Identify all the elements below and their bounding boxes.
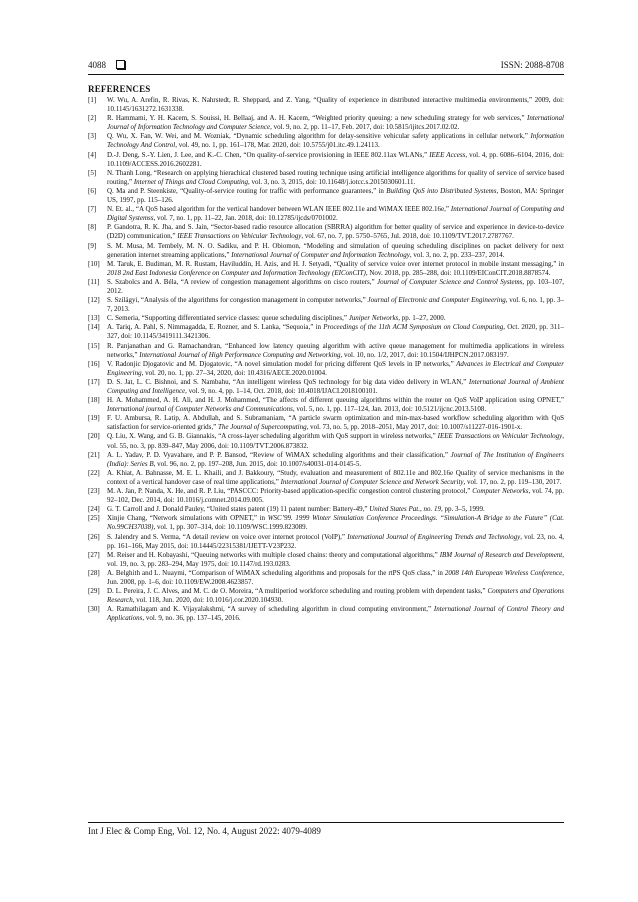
reference-source: IEEE Access bbox=[429, 150, 466, 159]
reference-segment: A. Tariq, A. Pahl, S. Nimmagadda, E. Rozner, and S. Lanka, “Sequoia,” in bbox=[107, 323, 324, 332]
reference-segment: , Boston, MA: Springer US, 1997, pp. 115–126. bbox=[107, 186, 565, 205]
reference-number: [17] bbox=[88, 377, 100, 386]
reference-source: Computer Networks bbox=[472, 487, 529, 496]
reference-segment: , vol. 67, no. 7, pp. 5750–5765, Jul. 2018, doi: 10.1109/TVT.2017.2787767. bbox=[301, 232, 514, 241]
reference-text bbox=[107, 451, 564, 468]
reference-source: International Journal of High Performance Computing and Networking bbox=[139, 350, 341, 359]
reference-number: [29] bbox=[88, 587, 100, 596]
reference-segment: Q. Wu, X. Fan, W. Wei, and M. Wozniak, “Dynamic scheduling algorithm for delay-sensitive vehicular safety applications in cellular network,” bbox=[107, 132, 531, 141]
reference-source: International Journal of Computer Science and Network Security bbox=[280, 477, 464, 486]
reference-item bbox=[88, 260, 564, 278]
reference-source: Journal of Electronic and Computer Engineering bbox=[367, 296, 506, 305]
reference-segment: , vol. 3, no. 3, 2015, doi: 10.11648/j.iotcc.s.2015030601.11. bbox=[247, 177, 416, 186]
reference-source: WSC’99. 1999 Winter Simulation Conference Proceedings. “Simulation-A Bridge to the Future” (Cat. No.99CH37038) bbox=[107, 514, 565, 532]
reference-segment: , vol. 7, no. 1, pp. 11–22, Jan. 2018, doi: 10.12785/ijcds/0701002. bbox=[153, 214, 338, 223]
reference-item bbox=[88, 314, 564, 323]
reference-number: [10] bbox=[88, 259, 100, 268]
reference-number: [13] bbox=[88, 314, 100, 323]
reference-segment: , pp. 1–27, 2000. bbox=[398, 314, 446, 323]
header-rule bbox=[88, 74, 564, 75]
reference-text bbox=[107, 569, 564, 586]
reference-number: [7] bbox=[88, 205, 97, 214]
reference-text bbox=[107, 169, 564, 186]
reference-segment: , pp. 103–107, 2012. bbox=[107, 277, 565, 295]
reference-item bbox=[88, 451, 564, 469]
reference-segment: N. Thanh Long, “Research on applying hierachical clustered based routing technique using artificial intelligence algorithms for quality of service of service based routing,” bbox=[107, 168, 564, 186]
reference-segment: A. Belghith and L. Nuaymi, “Comparison of WiMAX scheduling algorithms and proposals for the rtPS QoS class,” in bbox=[107, 568, 445, 577]
reference-item bbox=[88, 469, 564, 487]
reference-number: [25] bbox=[88, 514, 100, 523]
reference-source: Building QoS into Distributed Systems bbox=[386, 186, 497, 195]
reference-source: International Journal of Engineering Trends and Technology bbox=[347, 532, 521, 541]
checkbox-square-icon bbox=[116, 60, 125, 69]
reference-number: [30] bbox=[88, 605, 100, 614]
reference-segment: N. Et. al., “A QoS based algorithm for the vertical handover between WLAN IEEE 802.11e and WiMAX IEEE 802.16e,” bbox=[107, 205, 451, 214]
reference-source: International Journal of Information Technology and Computer Science bbox=[107, 114, 564, 132]
reference-item bbox=[88, 223, 564, 241]
reference-number: [5] bbox=[88, 168, 97, 177]
footer-citation: Int J Elec & Comp Eng, Vol. 12, No. 4, August 2022: 4079-4089 bbox=[88, 826, 321, 836]
reference-segment: , vol. 73, no. 5, pp. 2018–2051, May 2017, doi: 10.1007/s11227-016-1901-x. bbox=[306, 423, 523, 432]
reference-number: [23] bbox=[88, 487, 100, 496]
reference-item bbox=[88, 132, 564, 150]
reference-source: International journal of Computer Networks and Communications bbox=[107, 405, 293, 414]
reference-text bbox=[107, 205, 564, 222]
reference-item bbox=[88, 169, 564, 187]
reference-text bbox=[107, 323, 564, 340]
reference-item bbox=[88, 114, 564, 132]
reference-source: Advances in Electrical and Computer Engineering bbox=[107, 359, 564, 377]
reference-item bbox=[88, 487, 564, 505]
reference-segment: M. Reiser and H. Kobayashi, “Queuing networks with multiple closed chains: theory and computational algorithms,” bbox=[107, 550, 440, 559]
reference-segment: R. Panjanathan and G. Ramachandran, “Enhanced low latency queuing algorithm with active queue management for multimedia applications in wireless networks,” bbox=[107, 341, 564, 359]
reference-source: IEEE Transactions on Vehicular Technology bbox=[177, 232, 302, 241]
reference-segment: , vol. 20, no. 1, pp. 27–34, 2020, doi: 10.4316/AECE.2020.01004. bbox=[141, 368, 327, 377]
reference-number: [28] bbox=[88, 568, 100, 577]
reference-segment: , Oct. 2020, pp. 311–327, doi: 10.1145/3419111.3421306. bbox=[107, 323, 564, 341]
reference-number: [3] bbox=[88, 132, 97, 141]
reference-item bbox=[88, 151, 564, 169]
reference-text bbox=[107, 432, 564, 449]
reference-item bbox=[88, 605, 564, 623]
reference-segment: Q. Ma and P. Steenkiste, “Quality-of-service routing for traffic with performance guarantees,” in bbox=[107, 186, 387, 195]
reference-source: Journal of Computer Science and Control Systems bbox=[377, 277, 523, 286]
reference-segment: Q. Liu, X. Wang, and G. B. Giannakis, “A cross-layer scheduling algorithm with QoS support in wireless networks,” bbox=[107, 432, 438, 441]
reference-list bbox=[88, 96, 564, 623]
reference-text bbox=[107, 587, 564, 604]
reference-segment: , vol. 19, no. 3, pp. 283–294, May 1975, doi: 10.1147/rd.193.0283. bbox=[107, 550, 565, 568]
reference-item bbox=[88, 342, 564, 360]
reference-segment: , Nov. 2018, pp. 285–288, doi: 10.1109/EIConCIT.2018.8878574. bbox=[365, 268, 551, 277]
reference-text bbox=[107, 296, 564, 313]
reference-item bbox=[88, 505, 564, 514]
reference-segment: S. M. Musa, M. Tembely, M. N. O. Sadiku, and P. H. Obiomon, “Modeling and simulation of queuing scheduling disciplines on packet delivery for next generation internet streaming applications,” bbox=[107, 241, 564, 259]
reference-text bbox=[107, 151, 564, 168]
reference-segment: H. A. Mohammed, A. H. Ali, and H. J. Mohammed, “The affects of different queuing algorithms within the router on QoS VoIP application using OPNET,” bbox=[107, 396, 564, 405]
reference-source: International Journal of Computer and Information Technology bbox=[231, 250, 410, 259]
reference-text bbox=[107, 487, 564, 504]
reference-segment: P. Gandotra, R. K. Jha, and S. Jain, “Sector-based radio resource allocation (SBRRA) algorithm for better quality of service and experience in device-to-device (D2D) communication,” bbox=[107, 223, 564, 241]
reference-number: [15] bbox=[88, 341, 100, 350]
reference-segment: S. Szabolcs and A. Béla, “A review of congestion management algorithms on cisco routers,” bbox=[107, 277, 378, 286]
reference-text bbox=[107, 114, 564, 131]
reference-text bbox=[107, 342, 564, 359]
reference-number: [19] bbox=[88, 414, 100, 423]
reference-segment: , vol. 5, no. 1, pp. 117–124, Jan. 2013, doi: 10.5121/ijcnc.2013.5108. bbox=[292, 405, 487, 414]
reference-segment: A. Ramathilagam and K. Vijayalakshmi, “A survey of scheduling algorithm in cloud computing environment,” bbox=[107, 605, 434, 614]
reference-source: IBM Journal of Research and Development bbox=[439, 550, 563, 559]
reference-item bbox=[88, 205, 564, 223]
reference-source: International Journal of Control Theory and Applications bbox=[107, 605, 564, 623]
reference-source: 2008 14th European Wireless Conference bbox=[444, 568, 563, 577]
reference-segment: , vol. 9, no. 4, pp. 1–14, Oct. 2018, doi: 10.4018/IJACI.2018100101. bbox=[185, 387, 378, 395]
reference-text bbox=[107, 469, 564, 486]
reference-segment: D. S. Jat, L. C. Bishnoi, and S. Nambahu, “An intelligent wireless QoS technology for big data video delivery in WLAN,” bbox=[107, 377, 469, 386]
reference-number: [9] bbox=[88, 241, 97, 250]
reference-segment: , vol. 9, no. 2, pp. 11–17, Feb. 2017, doi: 10.5815/ijitcs.2017.02.02. bbox=[270, 123, 460, 132]
reference-text bbox=[107, 551, 564, 568]
reference-item bbox=[88, 414, 564, 432]
reference-text bbox=[107, 132, 564, 149]
reference-item bbox=[88, 551, 564, 569]
reference-segment: R. Hammami, Y. H. Kacem, S. Souissi, H. Bellaaj, and A. H. Kacem, “Weighted priority queuing: a new scheduling strategy for web services,” bbox=[107, 114, 528, 123]
reference-segment: , pp. 3–5, 1999. bbox=[441, 505, 485, 514]
reference-item bbox=[88, 96, 564, 114]
reference-text bbox=[107, 396, 564, 413]
reference-text bbox=[107, 314, 446, 322]
reference-source: International Journal of Computing and Digital Systemss bbox=[107, 205, 565, 223]
reference-number: [2] bbox=[88, 114, 97, 123]
reference-source: Journal of The Institution of Engineers (India): Series B bbox=[107, 450, 564, 468]
reference-text bbox=[107, 242, 564, 259]
footer-rule bbox=[88, 822, 564, 823]
reference-segment: Xinjie Chang, “Network simulations with OPNET,” in bbox=[107, 514, 268, 523]
reference-segment: , vol. 1, pp. 307–314, doi: 10.1109/WSC.1999.823089. bbox=[153, 523, 308, 532]
reference-item bbox=[88, 569, 564, 587]
reference-number: [12] bbox=[88, 296, 100, 305]
reference-number: [20] bbox=[88, 432, 100, 441]
reference-item bbox=[88, 378, 564, 396]
issn-label: ISSN: 2088-8708 bbox=[500, 60, 564, 70]
reference-segment: A. Khiat, A. Bahnasse, M. E. L. Khaili, and J. Bakkoury, “Study, evaluation and measurement of 802.11e and 802.16e Quality of service mechanisms in the context of a vertical handover case of real time applications,” bbox=[107, 468, 564, 486]
reference-text bbox=[107, 260, 564, 277]
reference-segment: , Jun. 2008, pp. 1–6, doi: 10.1109/EW.2008.4623857. bbox=[107, 568, 565, 586]
reference-text bbox=[107, 533, 564, 550]
reference-item bbox=[88, 432, 564, 450]
reference-item bbox=[88, 396, 564, 414]
reference-item bbox=[88, 360, 564, 378]
reference-number: [26] bbox=[88, 532, 100, 541]
reference-number: [16] bbox=[88, 359, 100, 368]
reference-segment: V. Radonjic Djogatovic and M. Djogatovic, “A novel simulation model for pricing different QoS levels in IP networks,” bbox=[107, 359, 457, 368]
reference-segment: M. Taruk, E. Budiman, M. R. Rustam, Haviluddin, H. Azis, and H. J. Setyadi, “Quality of service voice over internet protocol in mobile instant messaging,” in bbox=[107, 259, 564, 268]
reference-item bbox=[88, 278, 564, 296]
reference-source: United States Pat., no. 19 bbox=[369, 505, 441, 514]
reference-segment: , vol. 49, no. 1, pp. 161–178, Mar. 2020, doi: 10.5755/j01.itc.49.1.24113. bbox=[175, 141, 380, 150]
reference-source: Computers and Operations Research bbox=[107, 587, 564, 605]
reference-source: 2018 2nd East Indonesia Conference on Computer and Information Technology (EIConCIT) bbox=[107, 268, 366, 277]
reference-number: [24] bbox=[88, 505, 100, 514]
reference-segment: , vol. 118, Jun. 2020, doi: 10.1016/j.cor.2020.104930. bbox=[132, 596, 284, 605]
reference-text bbox=[107, 605, 564, 622]
reference-segment: , vol. 74, pp. 92–102, Dec. 2014, doi: 10.1016/j.comnet.2014.09.005. bbox=[107, 487, 564, 505]
reference-source: The Journal of Supercomputing bbox=[218, 423, 307, 432]
reference-segment: , vol. 23, no. 4, pp. 161–166, May 2015, doi: 10.14445/22315381/IJETT-V23P232. bbox=[107, 532, 564, 550]
reference-text bbox=[107, 223, 564, 240]
reference-text bbox=[107, 414, 564, 431]
reference-segment: , vol. 96, no. 2, pp. 197–208, Jun. 2015, doi: 10.1007/s40031-014-0145-5. bbox=[153, 459, 362, 468]
reference-segment: S. Jalendry and S. Verma, “A detail review on voice over internet protocol (VoIP),” bbox=[107, 532, 348, 541]
reference-source: Internet of Things and Cloud Computing bbox=[133, 177, 248, 186]
reference-text bbox=[107, 505, 485, 513]
reference-text bbox=[107, 96, 564, 113]
reference-source: International Journal of Ambient Computing and Intelligence bbox=[107, 377, 564, 395]
reference-text bbox=[107, 360, 564, 377]
reference-number: [14] bbox=[88, 323, 100, 332]
reference-segment: M. A. Jan, P. Nanda, X. He, and R. P. Liu, “PASCCC: Priority-based application-specific congestion control clustering protocol,” bbox=[107, 487, 473, 496]
reference-item bbox=[88, 296, 564, 314]
section-title: REFERENCES bbox=[88, 84, 151, 94]
reference-source: Juniper Networks bbox=[348, 314, 399, 323]
reference-segment: G. T. Carroll and J. Donald Pauley, “United states patent (19) 11 patent number: Battery-49,” bbox=[107, 505, 370, 514]
reference-number: [4] bbox=[88, 150, 97, 159]
reference-number: [8] bbox=[88, 223, 97, 232]
reference-number: [27] bbox=[88, 550, 100, 559]
reference-segment: W. Wu, A. Arefin, R. Rivas, K. Nahrstedt, R. Sheppard, and Z. Yang, “Quality of experience in distributed interactive multimedia environments,” 2009, doi: 10.1145/1631272.1631338. bbox=[107, 96, 564, 114]
reference-source: Information Technology And Control bbox=[107, 132, 564, 150]
reference-segment: C. Semeria, “Supporting differentiated service classes: queue scheduling disciplines,” bbox=[107, 314, 349, 323]
reference-item bbox=[88, 533, 564, 551]
reference-number: [22] bbox=[88, 468, 100, 477]
reference-segment: S. Szilágyi, “Analysis of the algorithms for congestion management in computer networks,” bbox=[107, 296, 368, 305]
reference-segment: , vol. 6, no. 1, pp. 3–7, 2013. bbox=[107, 296, 564, 314]
reference-number: [6] bbox=[88, 186, 97, 195]
reference-text bbox=[107, 278, 564, 295]
reference-text bbox=[107, 378, 564, 395]
reference-segment: , vol. 4, pp. 6086–6104, 2016, doi: 10.1109/ACCESS.2016.2602281. bbox=[107, 150, 565, 168]
reference-source: IEEE Transactions on Vehicular Technology bbox=[437, 432, 563, 441]
reference-item bbox=[88, 323, 564, 341]
reference-number: [21] bbox=[88, 450, 100, 459]
reference-segment: , vol. 9, no. 36, pp. 137–145, 2016. bbox=[142, 614, 241, 623]
reference-item bbox=[88, 514, 564, 532]
reference-number: [1] bbox=[88, 96, 97, 104]
reference-segment: , vol. 3, no. 2, pp. 233–237, 2014. bbox=[409, 250, 505, 259]
reference-item bbox=[88, 187, 564, 205]
page-number: 4088 bbox=[88, 60, 106, 70]
reference-segment: , vol. 10, no. 1/2, 2017, doi: 10.1504/IJHPCN.2017.083197. bbox=[340, 350, 509, 359]
reference-segment: D.-J. Deng, S.-Y. Lien, J. Lee, and K.-C. Chen, “On quality-of-service provisioning in IEEE 802.11ax WLANs,” bbox=[107, 150, 430, 159]
reference-segment: D. L. Pereira, J. C. Alves, and M. C. de O. Moreira, “A multiperiod workforce scheduling and routing problem with dependent tasks,” bbox=[107, 587, 488, 596]
reference-segment: F. U. Ambursa, R. Latip, A. Abdullah, and S. Subramaniam, “A particle swarm optimization and min-max-based workflow scheduling algorithm with QoS satisfaction for service-oriented grids,” bbox=[107, 414, 564, 432]
reference-text bbox=[107, 514, 564, 531]
reference-segment: , vol. 55, no. 3, pp. 839–847, May 2006, doi: 10.1109/TVT.2006.873832. bbox=[107, 432, 564, 450]
reference-number: [18] bbox=[88, 396, 100, 405]
reference-segment: , vol. 17, no. 2, pp. 119–130, 2017. bbox=[463, 477, 562, 486]
reference-segment: A. L. Yadav, P. D. Vyavahare, and P. P. Bansod, “Review of WiMAX scheduling algorithms and their classification,” bbox=[107, 450, 451, 459]
reference-number: [11] bbox=[88, 277, 100, 286]
reference-source: Proceedings of the 11th ACM Symposium on Cloud Computing bbox=[323, 323, 504, 332]
reference-item bbox=[88, 242, 564, 260]
reference-item bbox=[88, 587, 564, 605]
reference-text bbox=[107, 187, 564, 204]
